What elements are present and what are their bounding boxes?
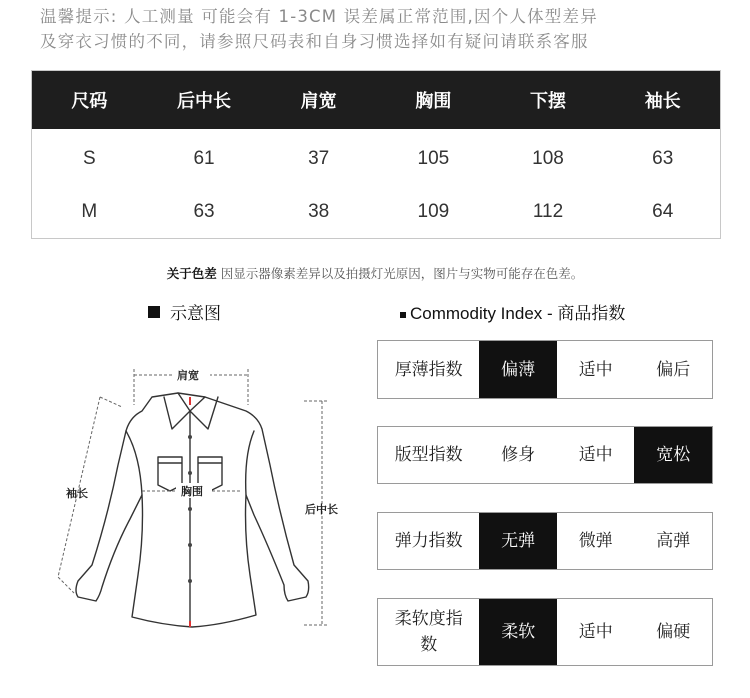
index-option: 偏后: [656, 359, 691, 380]
table-cell: 61: [193, 147, 215, 169]
table-cell: 109: [417, 200, 450, 222]
size-table-header: [32, 71, 720, 129]
table-cell: S: [82, 147, 96, 169]
table-cell: 38: [308, 200, 330, 222]
index-option: 微弹: [578, 531, 613, 551]
table-cell: 112: [532, 200, 564, 222]
header-shoulder: 肩宽: [300, 91, 337, 112]
index-option: 适中: [578, 622, 613, 642]
softness-index: [377, 598, 713, 666]
header-back-length: 后中长: [177, 91, 231, 112]
table-cell: 64: [652, 200, 674, 222]
table-cell: 63: [193, 200, 215, 222]
size-table: [31, 70, 721, 239]
index-option: 高弹: [656, 531, 691, 551]
table-row: [32, 185, 720, 238]
diagram-section-title: [148, 299, 221, 324]
index-option-selected: 无弹: [479, 513, 557, 569]
fit-index: [377, 426, 713, 484]
table-cell: 63: [652, 147, 674, 169]
header-sleeve: 袖长: [644, 91, 681, 112]
color-difference-note: [0, 264, 750, 282]
index-label: 柔软度指数: [394, 609, 463, 655]
index-label: 版型指数: [394, 445, 463, 465]
length-label: 后中长: [305, 503, 338, 516]
index-option: 修身: [501, 445, 536, 465]
thickness-index: [377, 340, 713, 399]
color-note-text: 因显示器像素差异以及拍摄灯光原因，图片与实物可能存在色差。: [216, 266, 584, 281]
index-label: 弹力指数: [394, 531, 463, 551]
diagram-title-text: 示意图: [170, 304, 221, 324]
shoulder-label: 肩宽: [177, 369, 199, 382]
header-hem: 下摆: [530, 91, 567, 112]
table-cell: 37: [308, 147, 330, 169]
index-option-selected: 柔软: [479, 599, 557, 665]
square-bullet-icon: [148, 306, 160, 318]
header-size: 尺码: [71, 91, 108, 112]
elasticity-index: [377, 512, 713, 570]
size-notice: [40, 4, 720, 54]
header-chest: 胸围: [415, 91, 452, 112]
table-cell: 108: [532, 147, 564, 169]
button-dot-icon: [188, 471, 192, 475]
index-option: 偏硬: [656, 622, 691, 642]
button-dot-icon: [188, 507, 192, 511]
notice-line-1: 温馨提示: 人工测量 可能会有 1-3CM 误差属正常范围,因个人体型差异: [40, 7, 598, 26]
notice-line-2: 及穿衣习惯的不同，请参照尺码表和自身习惯选择如有疑问请联系客服: [40, 32, 589, 51]
chest-label: 胸围: [181, 485, 203, 498]
index-label: 厚薄指数: [394, 359, 463, 380]
index-section-title: [400, 299, 625, 324]
index-option: 适中: [578, 445, 613, 465]
index-title-text: Commodity Index - 商品指数: [410, 304, 626, 323]
index-option-selected: 宽松: [634, 427, 712, 483]
shirt-outline: [76, 393, 309, 627]
square-bullet-icon: [400, 312, 406, 318]
table-cell: M: [81, 200, 98, 222]
shirt-measurement-diagram: [22, 345, 362, 690]
table-cell: 105: [417, 147, 450, 169]
color-note-heading: 关于色差: [166, 266, 217, 281]
index-option: 适中: [578, 359, 613, 380]
button-dot-icon: [188, 579, 192, 583]
table-row: [32, 132, 720, 185]
button-dot-icon: [188, 543, 192, 547]
sleeve-label: 袖长: [66, 487, 88, 500]
button-dot-icon: [188, 435, 192, 439]
index-option-selected: 偏薄: [479, 341, 557, 398]
